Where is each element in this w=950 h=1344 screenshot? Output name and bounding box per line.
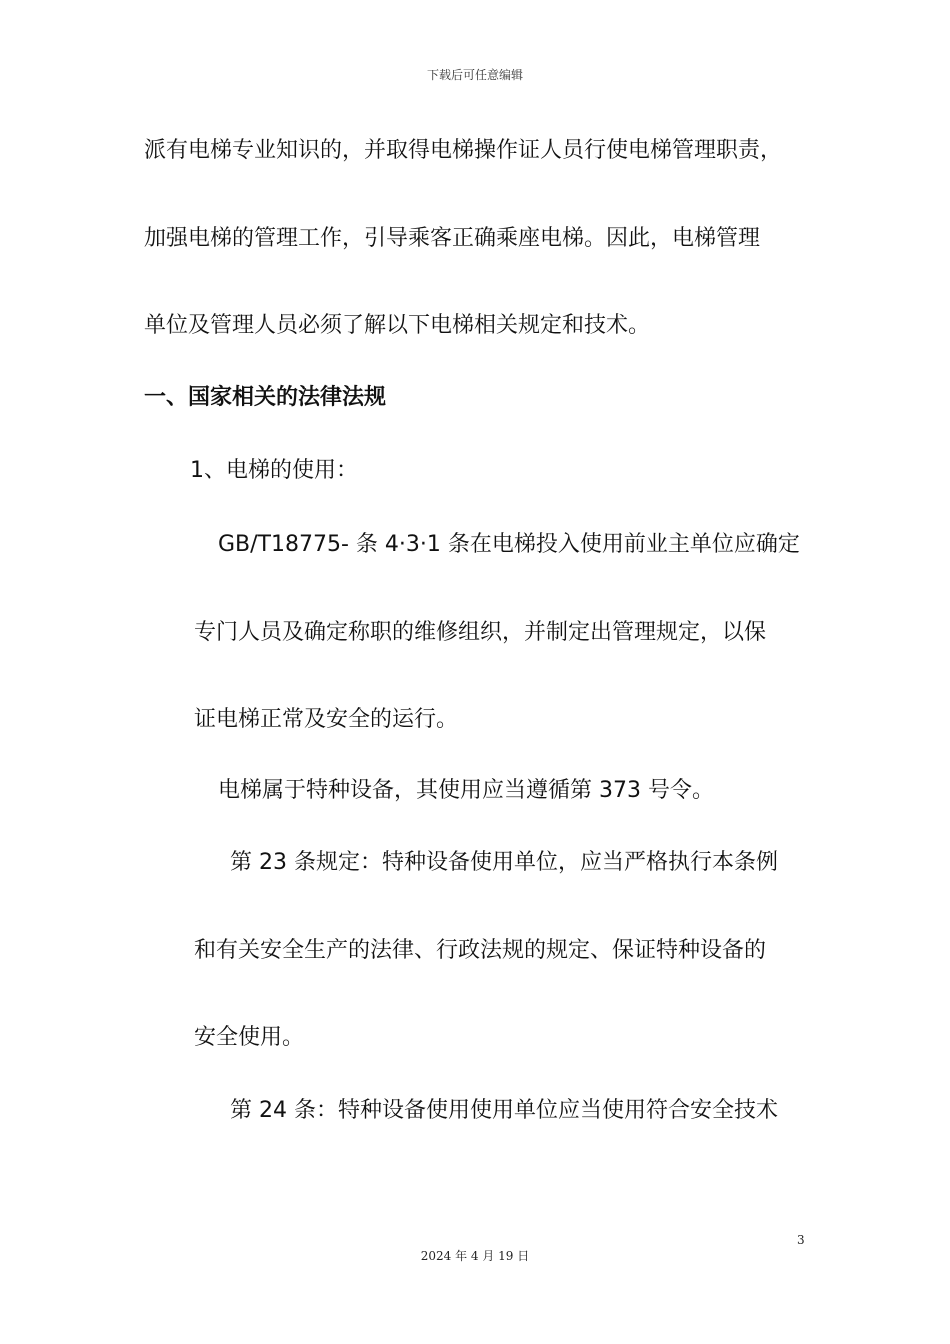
page-header: 下载后可任意编辑	[426, 68, 523, 82]
section-heading: 一、国家相关的法律法规	[144, 385, 387, 410]
body-line: 第 24 条：特种设备使用使用单位应当使用符合安全技术	[230, 1098, 778, 1123]
body-line: 第 23 条规定：特种设备使用单位，应当严格执行本条例	[230, 850, 778, 875]
body-line: 安全使用。	[194, 1025, 305, 1050]
paragraph-line: 单位及管理人员必须了解以下电梯相关规定和技术。	[144, 313, 651, 338]
body-line: GB/T18775- 条 4·3·1 条在电梯投入使用前业主单位应确定	[218, 532, 800, 557]
paragraph-line: 派有电梯专业知识的，并取得电梯操作证人员行使电梯管理职责，	[144, 138, 783, 163]
body-line: 专门人员及确定称职的维修组织，并制定出管理规定，以保	[194, 620, 767, 645]
page-number: 3	[797, 1233, 805, 1247]
paragraph-line: 加强电梯的管理工作，引导乘客正确乘座电梯。因此，电梯管理	[144, 226, 761, 251]
body-line: 证电梯正常及安全的运行。	[194, 707, 459, 732]
body-line: 和有关安全生产的法律、行政法规的规定、保证特种设备的	[194, 938, 767, 963]
body-line: 电梯属于特种设备，其使用应当遵循第 373 号令。	[218, 778, 714, 803]
footer-date: 2024 年 4 月 19 日	[420, 1249, 530, 1263]
subheading: 1、电梯的使用：	[190, 458, 358, 483]
